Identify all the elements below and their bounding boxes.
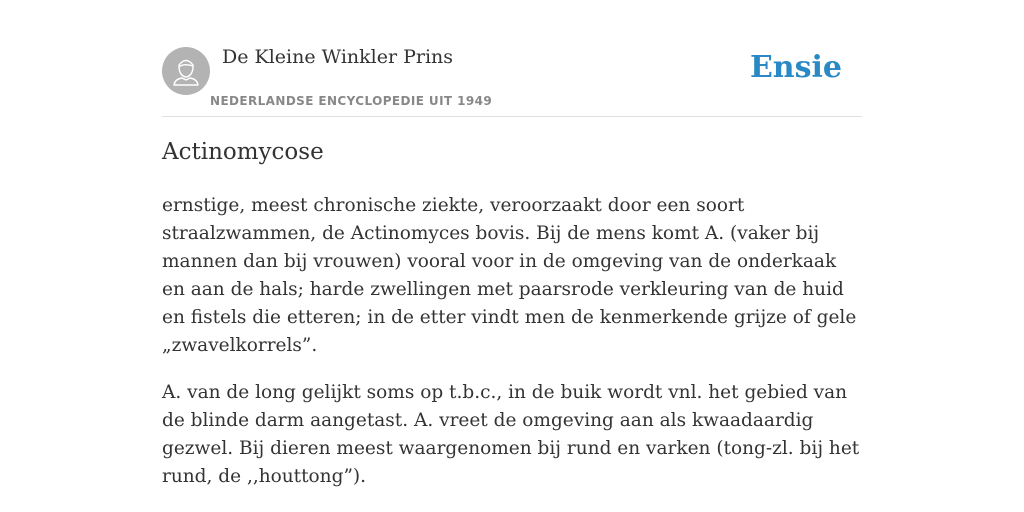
article-paragraph: ernstige, meest chronische ziekte, veroorzaakt door een soort straalzwammen, de Actinomyces bovis. Bij de mens komt A. (vaker bij mannen dan bij vrouwen) vooral voor in de omgeving van de onderkaak en aan de hals; harde zwellingen met paarsrode verkleuring van de huid en fistels die etteren; in de etter vindt men de kenmerkende grijze of gele „zwavelkorrels”. — [162, 195, 857, 356]
article-title: Actinomycose — [162, 139, 324, 165]
article-body — [162, 192, 862, 510]
source-subtitle: NEDERLANDSE ENCYCLOPEDIE UIT 1949 — [210, 94, 493, 108]
ensie-logo[interactable]: Ensie — [749, 50, 842, 85]
source-title[interactable]: De Kleine Winkler Prins — [222, 46, 454, 68]
source-header — [162, 0, 862, 117]
article-paragraph: A. van de long gelijkt soms op t.b.c., in de buik wordt vnl. het gebied van de blinde darm aangetast. A. vreet de omgeving aan als kwaadaardig gezwel. Bij dieren meest waargenomen bij rund en varken (tong-zl. bij het rund, de ,,houttong”). — [162, 382, 860, 487]
user-icon — [162, 47, 210, 95]
page — [162, 0, 862, 512]
source-avatar[interactable] — [162, 47, 210, 95]
